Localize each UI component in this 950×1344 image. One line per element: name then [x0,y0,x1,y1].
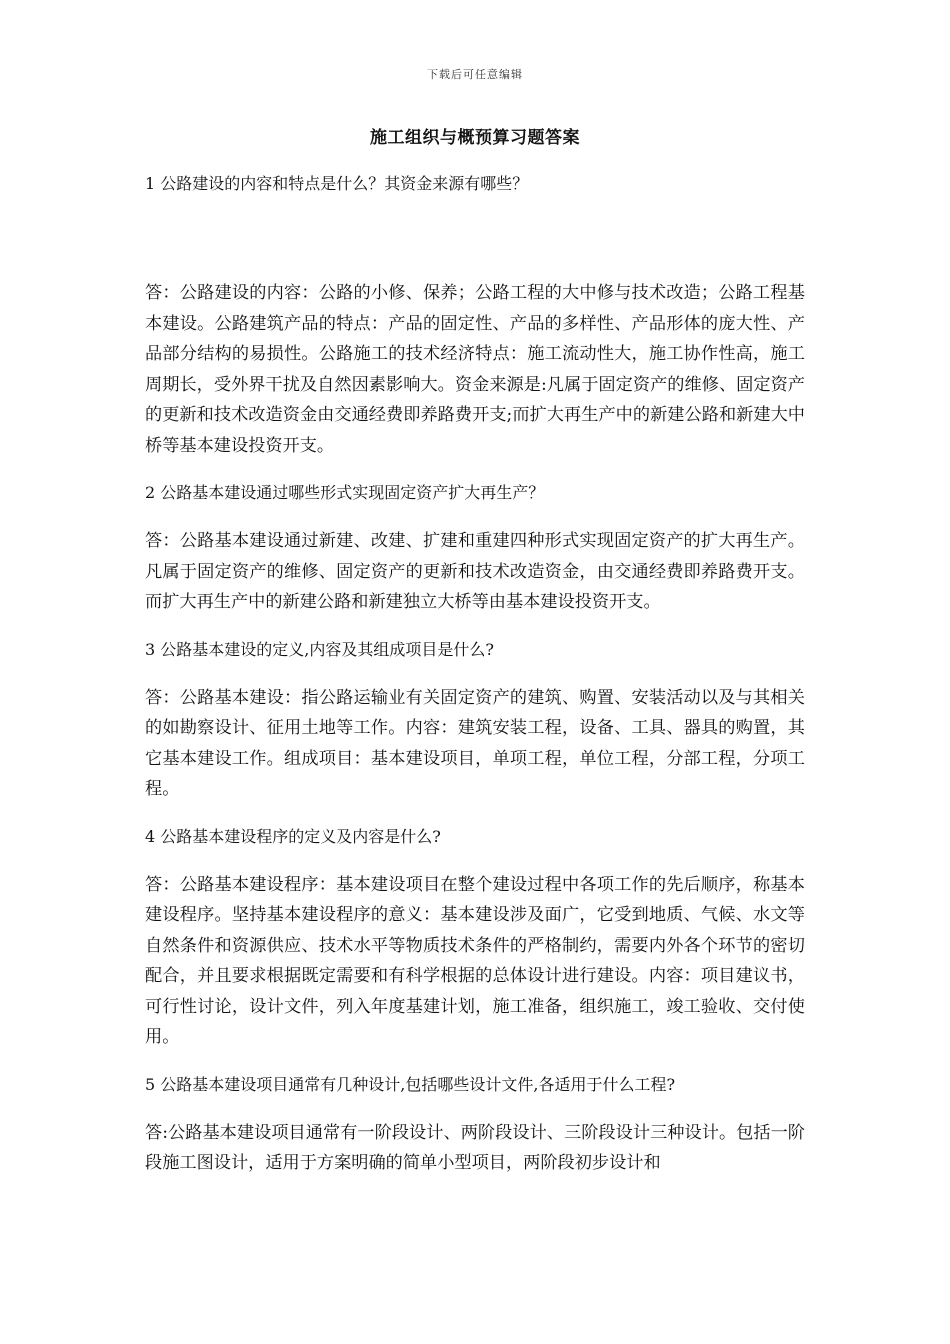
document-title: 施工组织与概预算习题答案 [370,128,580,148]
header-note: 下载后可任意编辑 [427,68,523,81]
question-2: 2 公路基本建设通过哪些形式实现固定资产扩大再生产？ [145,483,545,502]
answer-2: 答：公路基本建设通过新建、改建、扩建和重建四种形式实现固定资产的扩大再生产。凡属于固定资产的维修、固定资产的更新和技术改造资金，由交通经费即养路费开支。而扩大再生产中的新建公路和新建独立大桥等由基本建设投资开支。 [145,531,805,612]
document-body [145,172,805,1179]
answer-1: 答：公路建设的内容：公路的小修、保养；公路工程的大中修与技术改造；公路工程基本建设。公路建筑产品的特点：产品的固定性、产品的多样性、产品形体的庞大性、产品部分结构的易损性。公路施工的技术经济特点：施工流动性大，施工协作性高，施工周期长，受外界干扰及自然因素影响大。资金来源是:凡属于固定资产的维修、固定资产的更新和技术改造资金由交通经费即养路费开支;而扩大再生产中的新建公路和新建大中桥等基本建设投资开支。 [145,283,805,456]
answer-5: 答:公路基本建设项目通常有一阶段设计、两阶段设计、三阶段设计三种设计。包括一阶段施工图设计，适用于方案明确的简单小型项目，两阶段初步设计和 [145,1122,805,1173]
answer-4: 答：公路基本建设程序：基本建设项目在整个建设过程中各项工作的先后顺序，称基本建设程序。坚持基本建设程序的意义：基本建设涉及面广，它受到地质、气候、水文等自然条件和资源供应、技术水平等物质技术条件的严格制约，需要内外各个环节的密切配合，并且要求根据既定需要和有科学根据的总体设计进行建设。内容：项目建议书，可行性讨论，设计文件，列入年度基建计划，施工准备，组织施工，竣工验收、交付使用。 [145,874,805,1047]
answer-3: 答：公路基本建设：指公路运输业有关固定资产的建筑、购置、安装活动以及与其相关的如勘察设计、征用土地等工作。内容：建筑安装工程，设备、工具、器具的购置，其它基本建设工作。组成项目：基本建设项目，单项工程，单位工程，分部工程，分项工程。 [145,687,805,799]
question-3: 3 公路基本建设的定义,内容及其组成项目是什么? [145,639,494,659]
question-1: 1 公路建设的内容和特点是什么？其资金来源有哪些？ [145,174,529,193]
question-4: 4 公路基本建设程序的定义及内容是什么? [145,826,441,846]
question-5: 5 公路基本建设项目通常有几种设计,包括哪些设计文件,各适用于什么工程? [145,1074,676,1094]
